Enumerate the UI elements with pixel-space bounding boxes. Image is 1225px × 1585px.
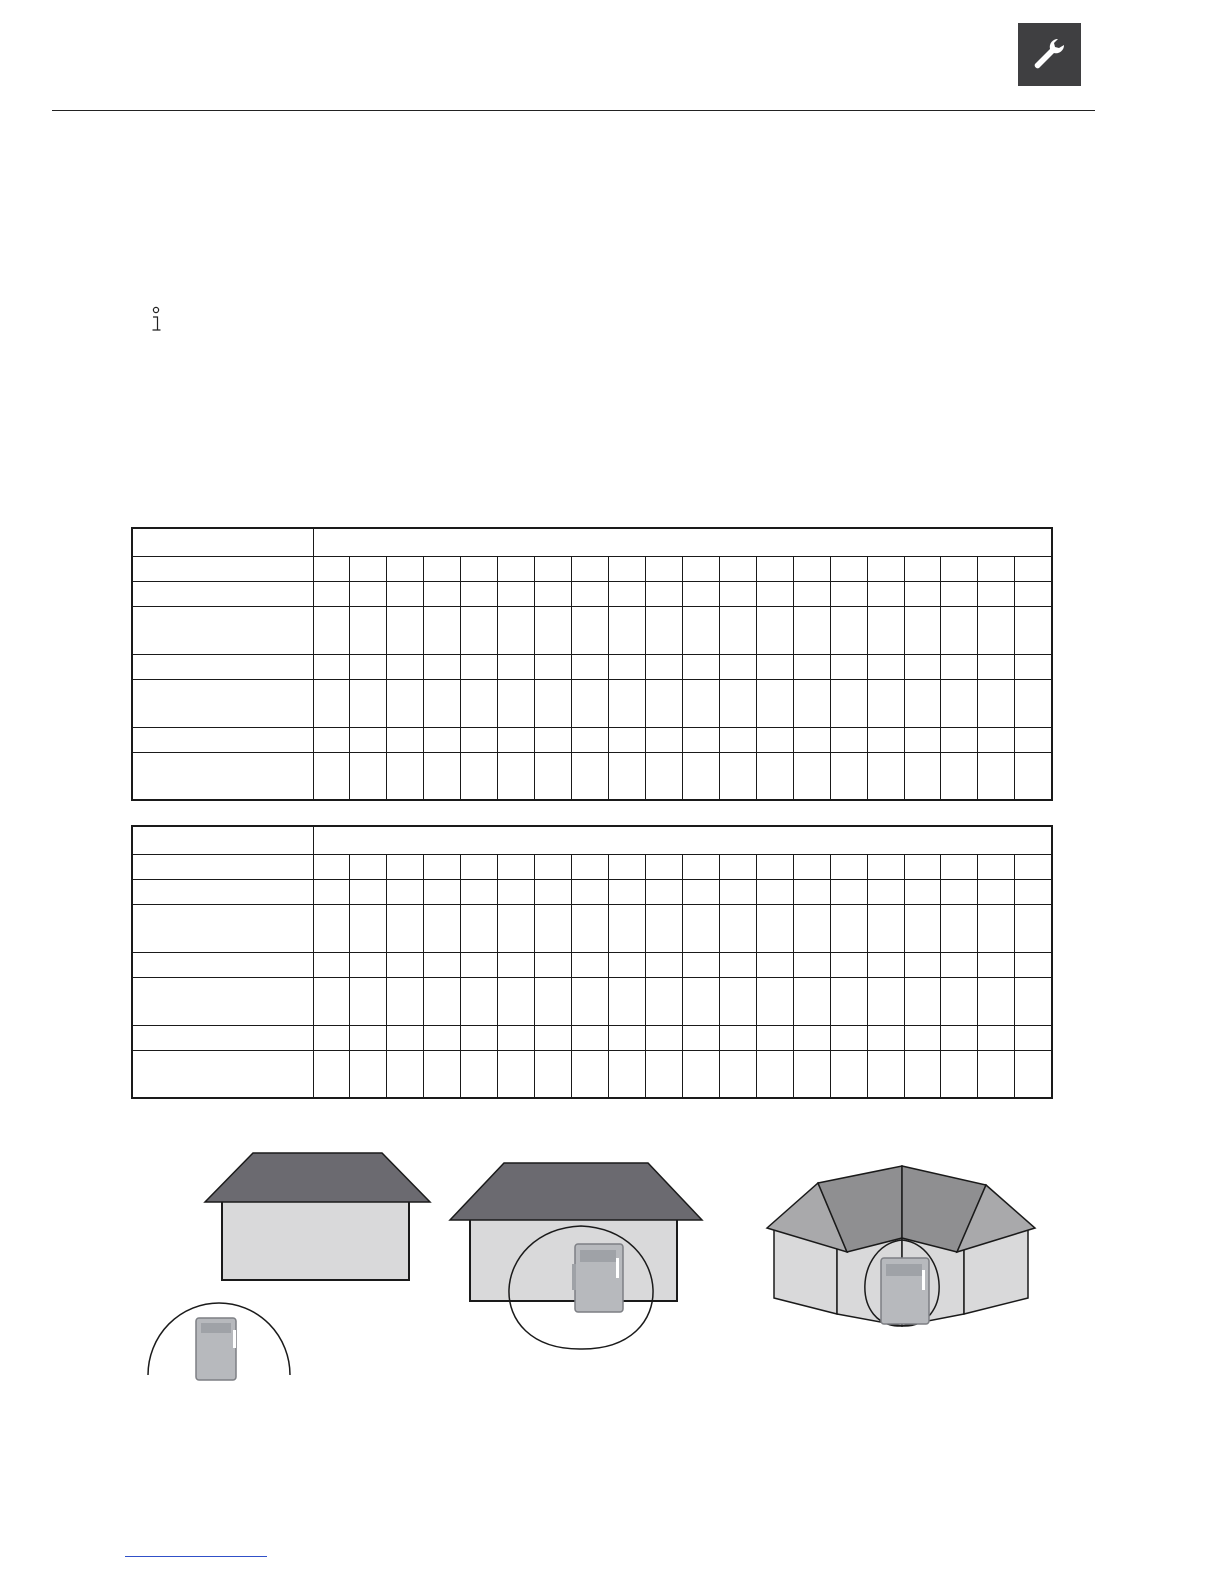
station-inside-house xyxy=(450,1163,702,1349)
footer-link-underline[interactable] xyxy=(125,1556,267,1557)
station-in-corner-of-house xyxy=(767,1166,1035,1326)
station-outside-house xyxy=(148,1153,430,1380)
